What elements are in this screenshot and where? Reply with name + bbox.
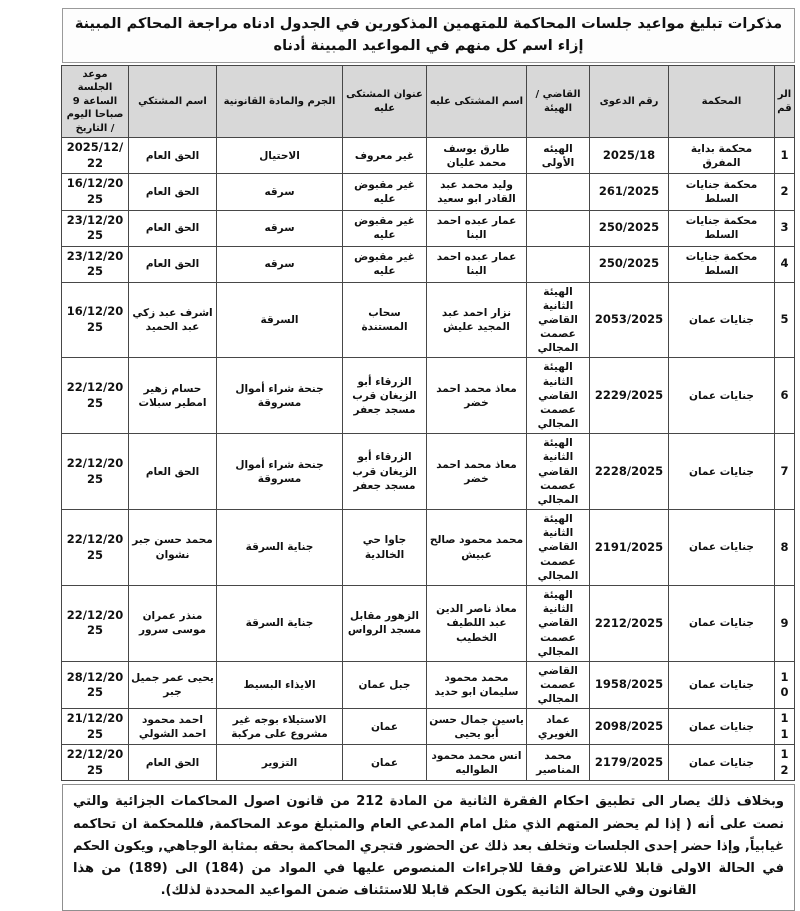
- cell-complainant-name: منذر عمران موسى سرور: [129, 586, 217, 662]
- cell-case-number: 2053/2025: [590, 282, 669, 358]
- cell-accused-address: غير مقبوض عليه: [343, 246, 427, 282]
- cell-judge-panel: القاضي عصمت المجالي: [527, 661, 590, 709]
- column-header-complainant-name: اسم المشتكي: [129, 65, 217, 138]
- cell-judge-panel: الهيئة الثانية القاضي عصمت المجالي: [527, 510, 590, 586]
- cell-court: محكمة جنايات السلط: [669, 210, 775, 246]
- cell-judge-panel: الهيئة الثانية القاضي عصمت المجالي: [527, 434, 590, 510]
- cell-court: جنايات عمان: [669, 358, 775, 434]
- cell-session-date: 28/12/2025: [62, 661, 129, 709]
- cell-complainant-name: يحيى عمر جميل جبر: [129, 661, 217, 709]
- table-row: [62, 210, 795, 246]
- page-title: مذكرات تبليغ مواعيد جلسات المحاكمة للمتهمين المذكورين في الجدول ادناه مراجعة المحاكم المبينة إزاء اسم كل منهم في المواعيد المبينة أدناه: [62, 8, 795, 63]
- cell-judge-panel: الهيئه الأولى: [527, 138, 590, 174]
- cell-accused-address: الزهور مقابل مسجد الرواس: [343, 586, 427, 662]
- cell-accused-address: سحاب المستندة: [343, 282, 427, 358]
- cell-crime-article: جناية السرقة: [217, 510, 343, 586]
- cell-accused-name: وليد محمد عبد القادر ابو سعيد: [427, 174, 527, 210]
- cell-accused-name: معاذ محمد احمد خضر: [427, 358, 527, 434]
- cell-judge-panel: محمد المناصير: [527, 745, 590, 781]
- cell-num: 11: [775, 709, 795, 745]
- cell-court: محكمة بداية المفرق: [669, 138, 775, 174]
- cell-accused-name: عمار عبده احمد البنا: [427, 246, 527, 282]
- cell-case-number: 2179/2025: [590, 745, 669, 781]
- cell-session-date: 23/12/2025: [62, 210, 129, 246]
- table-body: [62, 138, 795, 781]
- cell-case-number: 250/2025: [590, 246, 669, 282]
- cell-case-number: 2212/2025: [590, 586, 669, 662]
- table-row: [62, 174, 795, 210]
- cell-crime-article: جناية السرقة: [217, 586, 343, 662]
- column-header-num: الرقم: [775, 65, 795, 138]
- cell-crime-article: السرقة: [217, 282, 343, 358]
- header-row: [62, 65, 795, 138]
- cell-case-number: 2228/2025: [590, 434, 669, 510]
- cell-session-date: 22/12/2025: [62, 358, 129, 434]
- column-header-crime-article: الجرم والمادة القانونية: [217, 65, 343, 138]
- cell-crime-article: سرقه: [217, 210, 343, 246]
- cell-num: 3: [775, 210, 795, 246]
- cell-accused-name: ياسين جمال حسن أبو يحيى: [427, 709, 527, 745]
- cell-accused-address: غير معروف: [343, 138, 427, 174]
- column-header-judge-panel: القاضي / الهيئة: [527, 65, 590, 138]
- cell-num: 6: [775, 358, 795, 434]
- table-row: [62, 709, 795, 745]
- cell-case-number: 2191/2025: [590, 510, 669, 586]
- cell-judge-panel: [527, 246, 590, 282]
- cell-accused-name: معاذ محمد احمد خضر: [427, 434, 527, 510]
- cell-complainant-name: الحق العام: [129, 174, 217, 210]
- cell-accused-address: غير مقبوض عليه: [343, 174, 427, 210]
- cell-session-date: 2025/12/22: [62, 138, 129, 174]
- cell-session-date: 21/12/2025: [62, 709, 129, 745]
- table-row: [62, 282, 795, 358]
- cell-accused-address: عمان: [343, 745, 427, 781]
- cell-accused-name: محمد محمود صالح عبيش: [427, 510, 527, 586]
- table-row: [62, 434, 795, 510]
- legal-note: وبخلاف ذلك يصار الى تطبيق احكام الفقرة الثانية من المادة 212 من قانون اصول المحاكمات الجزائية والتي نصت على أنه ( إذا لم يحضر المتهم الذي مثل امام المدعي العام والمتبلغ موعد المحاكمة, فللمحكمة ان تحاكمه غيابياً, وإذا حضر إحدى الجلسات وتخلف بعد ذلك عن الحضور فتجري المحاكمة بحقه بمثابة الوجاهي, ويكون الحكم في الحالة الاولى قابلا للاعتراض وفقا للاجراءات المنصوص عليها في المواد من (184) الى (189) من هذا القانون وفي الحالة الثانية يكون الحكم قابلا للاستئناف ضمن المواعيد المحددة لذلك).: [62, 784, 795, 910]
- cell-case-number: 2025/18: [590, 138, 669, 174]
- cell-accused-name: طارق يوسف محمد عليان: [427, 138, 527, 174]
- cell-num: 7: [775, 434, 795, 510]
- table-row: [62, 745, 795, 781]
- cell-complainant-name: احمد محمود احمد الشولي: [129, 709, 217, 745]
- table-row: [62, 586, 795, 662]
- cell-crime-article: سرقه: [217, 174, 343, 210]
- cell-session-date: 16/12/2025: [62, 282, 129, 358]
- cell-num: 1: [775, 138, 795, 174]
- cell-crime-article: الاستيلاء بوجه غير مشروع على مركبة: [217, 709, 343, 745]
- table-row: [62, 661, 795, 709]
- column-header-court: المحكمة: [669, 65, 775, 138]
- cell-judge-panel: الهيئة الثانية القاضي عصمت المجالي: [527, 282, 590, 358]
- cell-complainant-name: الحق العام: [129, 210, 217, 246]
- cell-crime-article: الاحتيال: [217, 138, 343, 174]
- cell-case-number: 2229/2025: [590, 358, 669, 434]
- cell-session-date: 22/12/2025: [62, 586, 129, 662]
- content-area: [62, 8, 795, 911]
- cell-accused-name: محمد محمود سليمان ابو حديد: [427, 661, 527, 709]
- cell-court: محكمة جنايات السلط: [669, 246, 775, 282]
- cell-case-number: 1958/2025: [590, 661, 669, 709]
- column-header-accused-name: اسم المشتكى عليه: [427, 65, 527, 138]
- cell-court: جنايات عمان: [669, 510, 775, 586]
- cell-complainant-name: حسام زهير امطير سبلات: [129, 358, 217, 434]
- cell-accused-address: الزرقاء أبو الزيغان قرب مسجد جعفر: [343, 358, 427, 434]
- cell-num: 8: [775, 510, 795, 586]
- court-schedule-table: [61, 65, 795, 782]
- cell-complainant-name: الحق العام: [129, 246, 217, 282]
- cell-accused-address: عمان: [343, 709, 427, 745]
- cell-court: جنايات عمان: [669, 709, 775, 745]
- cell-accused-name: انس محمد محمود الطواليه: [427, 745, 527, 781]
- cell-accused-address: جاوا حي الخالدية: [343, 510, 427, 586]
- cell-crime-article: جنحة شراء أموال مسروقة: [217, 434, 343, 510]
- column-header-case-number: رقم الدعوى: [590, 65, 669, 138]
- cell-case-number: 261/2025: [590, 174, 669, 210]
- cell-num: 9: [775, 586, 795, 662]
- table-row: [62, 358, 795, 434]
- cell-accused-name: عمار عبده احمد البنا: [427, 210, 527, 246]
- table-row: [62, 246, 795, 282]
- cell-num: 4: [775, 246, 795, 282]
- cell-accused-address: غير مقبوض عليه: [343, 210, 427, 246]
- cell-complainant-name: الحق العام: [129, 745, 217, 781]
- cell-judge-panel: الهيئة الثانية القاضي عصمت المجالي: [527, 358, 590, 434]
- column-header-session-date: موعد الجلسة الساعة 9 صباحا اليوم / التاريخ: [62, 65, 129, 138]
- cell-court: جنايات عمان: [669, 586, 775, 662]
- cell-case-number: 2098/2025: [590, 709, 669, 745]
- cell-num: 12: [775, 745, 795, 781]
- cell-crime-article: الايذاء البسيط: [217, 661, 343, 709]
- cell-session-date: 22/12/2025: [62, 510, 129, 586]
- cell-crime-article: التزوير: [217, 745, 343, 781]
- cell-complainant-name: الحق العام: [129, 138, 217, 174]
- table-row: [62, 510, 795, 586]
- cell-complainant-name: اشرف عبد زكي عبد الحميد: [129, 282, 217, 358]
- cell-crime-article: جنحة شراء أموال مسروقة: [217, 358, 343, 434]
- cell-session-date: 22/12/2025: [62, 745, 129, 781]
- column-header-accused-address: عنوان المشتكى عليه: [343, 65, 427, 138]
- cell-judge-panel: [527, 174, 590, 210]
- cell-accused-address: الزرقاء أبو الزيغان قرب مسجد جعفر: [343, 434, 427, 510]
- cell-accused-name: معاذ ناصر الدين عبد اللطيف الخطيب: [427, 586, 527, 662]
- cell-accused-name: نزار احمد عبد المجيد عليش: [427, 282, 527, 358]
- cell-complainant-name: محمد حسن جبر نشوان: [129, 510, 217, 586]
- cell-case-number: 250/2025: [590, 210, 669, 246]
- cell-court: جنايات عمان: [669, 661, 775, 709]
- table-row: [62, 138, 795, 174]
- cell-judge-panel: [527, 210, 590, 246]
- cell-session-date: 23/12/2025: [62, 246, 129, 282]
- cell-court: جنايات عمان: [669, 434, 775, 510]
- table-header: [62, 65, 795, 138]
- cell-num: 2: [775, 174, 795, 210]
- cell-court: جنايات عمان: [669, 745, 775, 781]
- cell-num: 5: [775, 282, 795, 358]
- cell-court: محكمة جنايات السلط: [669, 174, 775, 210]
- cell-accused-address: جبل عمان: [343, 661, 427, 709]
- cell-complainant-name: الحق العام: [129, 434, 217, 510]
- cell-num: 10: [775, 661, 795, 709]
- cell-court: جنايات عمان: [669, 282, 775, 358]
- cell-judge-panel: الهيئة الثانية القاضي عصمت المجالي: [527, 586, 590, 662]
- cell-crime-article: سرقه: [217, 246, 343, 282]
- cell-judge-panel: عماد الغويري: [527, 709, 590, 745]
- cell-session-date: 22/12/2025: [62, 434, 129, 510]
- cell-session-date: 16/12/2025: [62, 174, 129, 210]
